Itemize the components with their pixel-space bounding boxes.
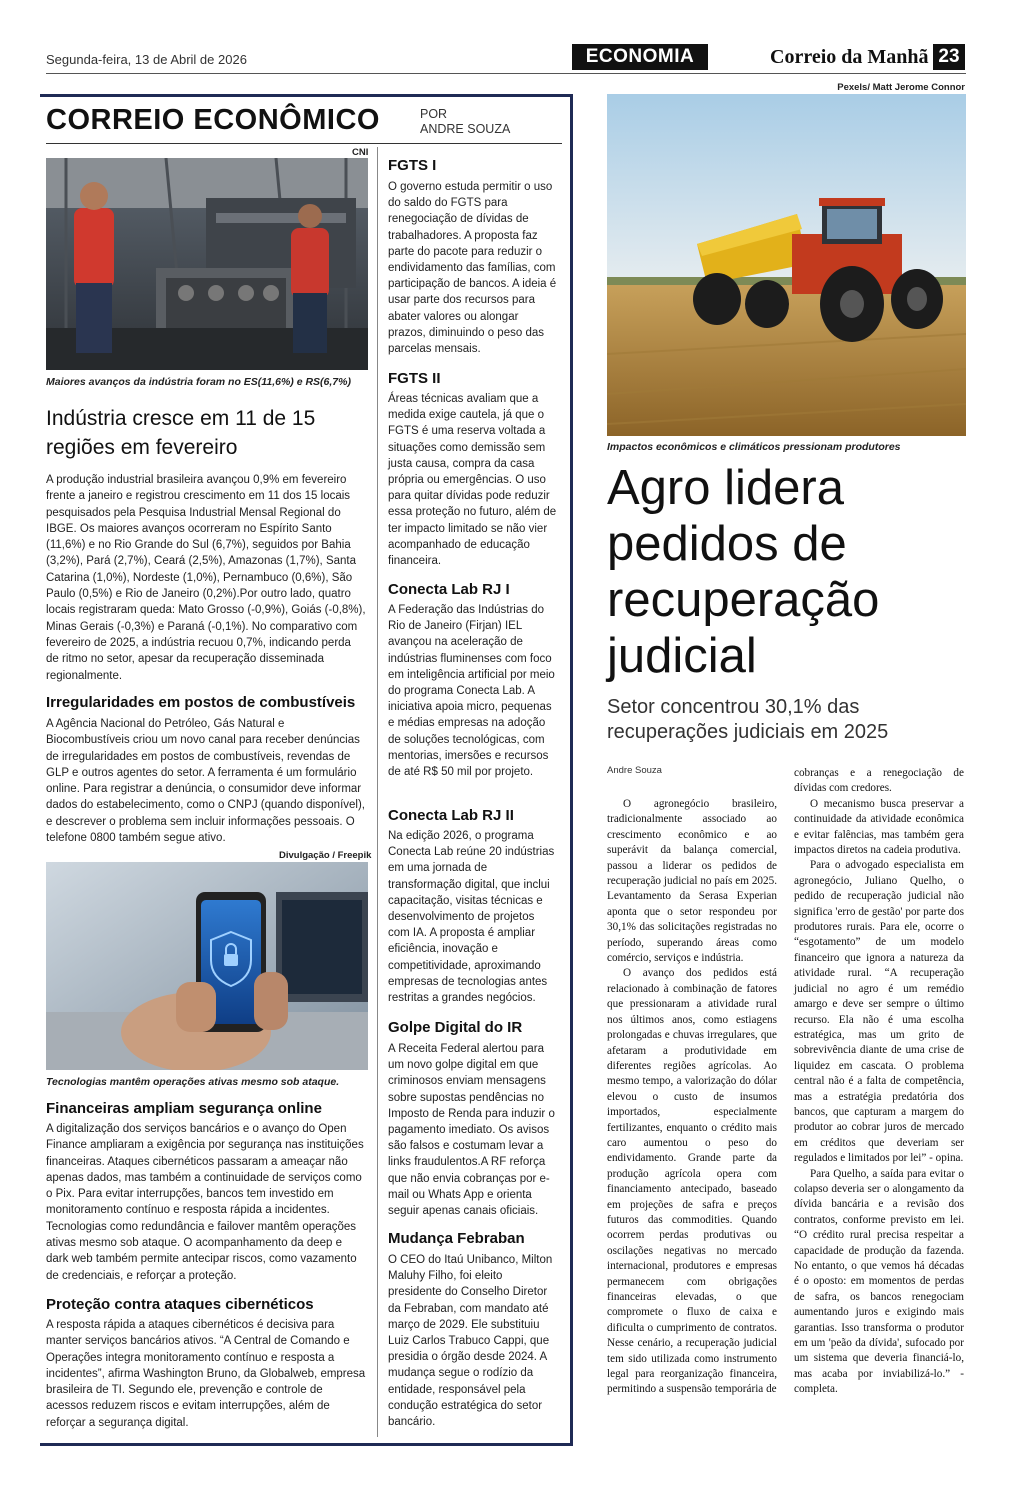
header-divider [46, 73, 966, 74]
article-fuel-body: A Agência Nacional do Petróleo, Gás Natural e Biocombustíveis criou um novo canal para receber denúncias de irregularidades em postos de combustíveis, revendas de GLP e outros agentes do setor. A ferramenta é um formulário online. Para registrar a denúncia, o consumidor deve informar dados do estabelecimento, como o CNPJ (quando disponível), e descrever o problema sem incluir informações pessoais. O telefone 0800 também segue ativo. [46, 718, 365, 845]
article-column-2 [794, 766, 964, 1398]
note-title: Conecta Lab RJ II [388, 807, 514, 824]
article-paragraph: O mecanismo busca preservar a continuidade da atividade econômica e evitar falências, mas também gera impactos diretos na cadeia produtiva. [794, 797, 964, 857]
column-byline [420, 107, 510, 137]
subhead-financial-security: Financeiras ampliam segurança online [46, 1100, 322, 1117]
newspaper-logo: Correio da Manhã [770, 46, 929, 68]
photo-credit-agro: Pexels/ Matt Jerome Connor [837, 82, 965, 93]
article-column-1 [607, 797, 777, 1398]
note-title: FGTS I [388, 157, 437, 174]
page-date: Segunda-feira, 13 de Abril de 2026 [46, 52, 247, 67]
article-paragraph: O agronegócio brasileiro, tradicionalmente associado ao crescimento econômico e ao superávit da balança comercial, passou a liderar os pedidos de recuperação judicial no país em 2025. Levantamento da Serasa Experian aponta que o setor respondeu por 30,1% das solicitações registradas no período, superando áreas como comércio, serviços e indústria. [607, 798, 777, 965]
note-text: O CEO do Itaú Unibanco, Milton Maluhy Filho, foi eleito presidente do Conselho Diretor da Febraban, com mandato até março de 2029. Ele substituiu Luiz Carlos Trabuco Cappi, que presidia o órgão desde 2024. A mudança segue o rodízio da entidade, responsável pela condução estratégica do setor bancário. [388, 1254, 553, 1429]
article-paragraph: O avanço dos pedidos está relacionado à combinação de fatores que pressionaram a atividade rural nos últimos anos, como estiagens prolongadas e chuvas irregulares, que afetaram a produtividade em diferentes regiões agrícolas. Ao mesmo tempo, a valorização do dólar elevou o custo de insumos importados, especialmente fertilizantes, enquanto o crédito mais caro aumentou o peso do endividamento. Grande parte da produção agrícola opera com financiamento antecipado, baseado em projeções de safra e preços futuros das commodities. Quando ocorrem perdas produtivas ou oscilações negativas no mercado internacional, produtores e empresas permanecem com obrigações financeiras elevadas, o que compromete o fluxo de caixa e dificulta o cumprimento de contratos. Nesse cenário, a recuperação judicial tem sido utilizada como instrumento legal para reorganização financeira, permitindo a suspensão temporária de [607, 967, 777, 1396]
phone-security-photo [46, 862, 368, 1070]
page-number: 23 [933, 44, 965, 70]
article-financial-body: A digitalização dos serviços bancários e o avanço do Open Finance ampliaram a exigência por segurança nas instituições financeiras. Ataques cibernéticos passaram a ameaçar não apenas dados, mas também a continuidade de serviços como o Pix. Para evitar interrupções, bancos tem investido em monitoramento contínuo e resposta rápida a incidentes. Tecnologias como redundância e failover mantêm operações ativas mesmo sob ataque. O acompanhamento da deep e dark web também permite antecipar riscos, como vazamento de credenciais, e reforçar a proteção. [46, 1123, 364, 1282]
note-text: Áreas técnicas avaliam que a medida exige cautela, já que o FGTS é uma reserva voltada a situações como demissão sem justa causa, compra da casa própria ou emergências. O uso para quitar dívidas pode reduzir essa proteção no futuro, além de ter impacto limitado se não vier acompanhado de educação financeira. [388, 393, 557, 568]
section-label: ECONOMIA [572, 44, 708, 70]
photo-credit-industry: CNI [352, 147, 369, 158]
article-author: Andre Souza [607, 765, 662, 776]
note-title: Mudança Febraban [388, 1230, 525, 1247]
photo-caption-phone: Tecnologias mantêm operações ativas mesmo sob ataque. [46, 1076, 340, 1088]
note-title: Conecta Lab RJ I [388, 581, 510, 598]
article-industry-body: A produção industrial brasileira avançou 0,9% em fevereiro frente a janeiro e registrou crescimento em 11 dos 15 locais pesquisados pela Pesquisa Industrial Mensal Regional do IBGE. Os maiores avanços ocorreram no Espírito Santo (11,6%) e no Rio Grande do Sul (6,7%), seguidos por Bahia (3,2%), Pará (2,7%), Ceará (2,5%), Amazonas (1,7%), Santa Catarina (1,0%), Nordeste (1,0%), Pernambuco (0,6%), São Paulo (0,5%) e Rio de Janeiro (0,2%).Por outro lado, quatro locais registraram queda: Mato Grosso (-0,9%), Goiás (-0,8%), Minas Gerais (-0,3%) e Paraná (-0,1%). No comparativo com fevereiro de 2025, a indústria recuou 0,7%, indicando perda de ritmo no setor, apesar da recuperação disseminada regionalmente. [46, 474, 366, 682]
column-divider [377, 147, 378, 1437]
tractor-field-photo [607, 94, 966, 436]
note-title: FGTS II [388, 370, 441, 387]
note-text: A Receita Federal alertou para um novo golpe digital em que criminosos enviam mensagens sobre supostas pendências no Imposto de Renda para induzir o pagamento imediato. Os avisos são falsos e costumam levar a links fraudulentos.A RF reforça que não envia cobranças por e-mail ou Whats App e orienta seguir apenas canais oficiais. [388, 1043, 555, 1218]
note-text: Na edição 2026, o programa Conecta Lab reúne 20 indústrias em uma jornada de transformação digital, que inclui capacitação, visitas técnicas e desenvolvimento de projetos com IA. A proposta é ampliar eficiência, inovação e competitividade, aproximando empresas de tecnologias antes restritas a grandes negócios. [388, 830, 555, 1005]
article-cyber-body: A resposta rápida a ataques cibernéticos é decisiva para manter serviços bancários ativos. “A Central de Comando e Operações integra monitoramento contínuo e resposta a incidentes”, afirma Washington Bruno, da Globalweb, empresa brasileira de TI. Segundo ele, prevenção e controle de acessos reduzem riscos e evitam interrupções, além de reforçar a segurança digital. [46, 1319, 366, 1429]
byline-author: ANDRE SOUZA [420, 122, 511, 136]
article-paragraph: cobranças e a renegociação de dívidas com credores. [794, 767, 964, 795]
headline-industry: Indústria cresce em 11 de 15 regiões em fevereiro [46, 407, 316, 459]
photo-caption-industry: Maiores avanços da indústria foram no ES(11,6%) e RS(6,7%) [46, 376, 351, 388]
article-paragraph: Para Quelho, a saída para evitar o colapso deveria ser o alongamento da dívida bancária e a revisão dos contratos, conforme previsto em lei. “O crédito rural precisa respeitar a capacidade de produção da fazenda. No entanto, o que vemos há décadas é o oposto: em momentos de perdas de safra, os bancos renegociam aumentando juros e exigindo mais garantias. Isso transforma o produtor em um 'peão da dívida', sufocado por um sistema que deveria financiá-lo, mas acaba por inviabilizá-lo.” - completa. [794, 1167, 964, 1396]
article-paragraph: Para o advogado especialista em agronegócio, Juliano Quelho, o pedido de recuperação judicial não significa 'erro de gestão' por parte dos produtores rurais. Para ele, ocorre o “esgotamento” de um modelo financeiro que ignora a natureza da atividade rural. “A recuperação judicial no agro é um remédio amargo e deve ser sempre o último recurso. Ela não é uma escolha estratégica, mas um grito de sobrevivência diante de uma crise de liquidez em cascata. O problema central não é a falta de competência, mas a estratégia predatória dos bancos, que capturam a margem do produtor ao cobrar juros de mercado em créditos que deveriam ser regulados e limitados por lei” - opina. [794, 859, 964, 1165]
main-headline: Agro lidera pedidos de recuperação judicial [607, 461, 880, 683]
note-title: Golpe Digital do IR [388, 1019, 523, 1036]
subhead-cyber-protection: Proteção contra ataques cibernéticos [46, 1296, 314, 1313]
photo-credit-phone: Divulgação / Freepik [279, 850, 372, 861]
industry-photo [46, 158, 368, 370]
main-subheadline: Setor concentrou 30,1% das recuperações judiciais em 2025 [607, 696, 889, 743]
photo-caption-agro: Impactos econômicos e climáticos pressionam produtores [607, 441, 901, 453]
column-title-rule [46, 143, 562, 144]
byline-prefix: POR [420, 107, 448, 121]
column-title: CORREIO ECONÔMICO [46, 104, 380, 136]
subhead-fuel-stations: Irregularidades em postos de combustíveis [46, 694, 356, 711]
note-text: A Federação das Indústrias do Rio de Janeiro (Firjan) IEL avançou na aceleração de indústrias fluminenses com foco em inteligência artificial por meio do programa Conecta Lab. A iniciativa apoia micro, pequenas e médias empresas na adoção de soluções tecnológicas, com mentorias, imersões e recursos de até R$ 50 mil por projeto. [388, 604, 555, 779]
note-text: O governo estuda permitir o uso do saldo do FGTS para renegociação de dívidas de trabalhadores. A proposta faz parte do pacote para reduzir o endividamento das famílias, com participação de bancos. A ideia é usar parte dos recursos para abater valores ou alongar prazos, diminuindo o peso das parcelas mensais. [388, 181, 557, 356]
